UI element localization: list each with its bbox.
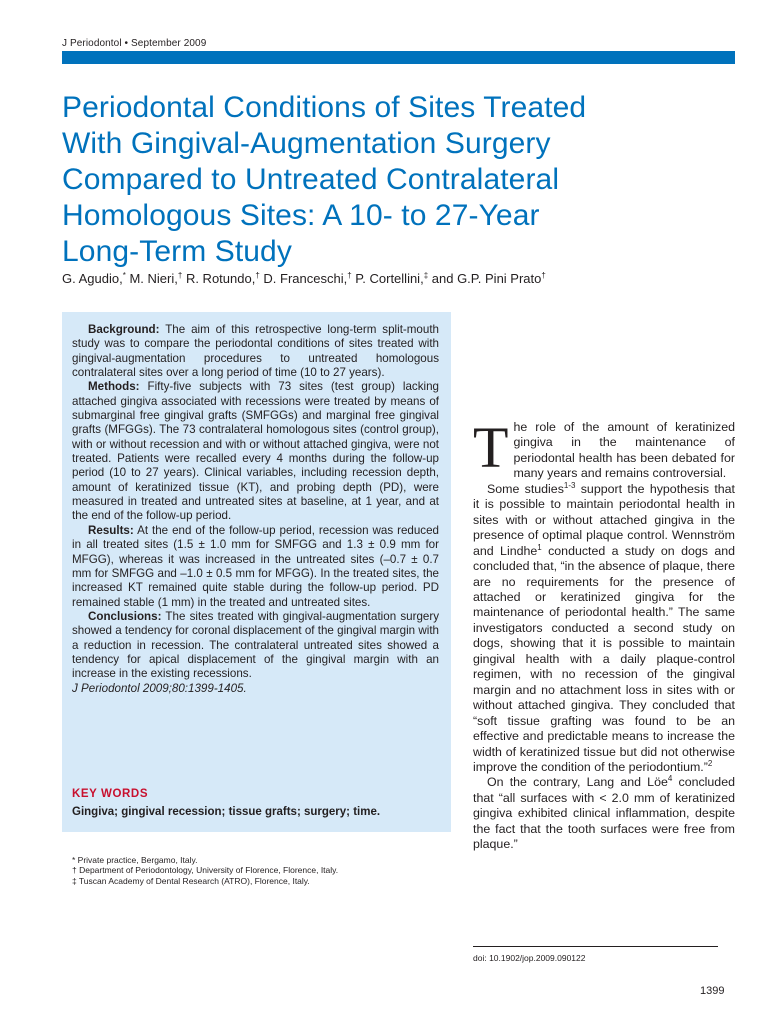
body-column — [473, 415, 735, 853]
abstract-results — [72, 524, 439, 610]
title-line: Periodontal Conditions of Sites Treated — [62, 91, 587, 124]
footnote: † Department of Periodontology, University of Florence, Florence, Italy. — [72, 865, 339, 876]
body-text: support the hypothesis that it is possible to maintain periodontal health in sites with or without attached gingiva in the presence of optimal plaque control. Wennström and Lindhe — [473, 481, 735, 558]
author-name: M. Nieri, — [129, 271, 178, 286]
author-list — [62, 271, 742, 287]
page-number: 1399 — [700, 985, 725, 997]
author-name: D. Franceschi, — [263, 271, 348, 286]
affiliation-mark: ‡ — [423, 271, 429, 280]
abstract-text: Fifty-five subjects with 73 sites (test group) lacking attached gingiva associated with recessions were treated by means of submarginal free gingival grafts (SMFGGs) and marginal free gingival grafts (MFGGs). The 73 contralateral homologous sites (control group), with or without recession and with or without attached gingiva, were not treated. Patients were recalled every 4 months during the follow-up period (10 to 27 years). Clinical variables, including recession depth, amount of keratinized tissue (KT), and probing depth (PD), were measured in treated and untreated sites at baseline, at 1 year, and at the end of the follow-up period. — [72, 380, 439, 523]
body-paragraph — [473, 775, 735, 852]
abstract-label: Conclusions: — [88, 609, 162, 623]
body-text: Some studies — [487, 481, 564, 496]
abstract-text: The sites treated with gingival-augmentation surgery showed a tendency for coronal displacement of the gingival margin with a reduction in recession. The contralateral untreated sites showed a tendency for apical displacement of the gingival margin with an increase in the existing recessions. — [72, 609, 439, 681]
affiliation-mark: * — [122, 271, 126, 280]
abstract-label: Results: — [88, 523, 134, 537]
affiliation-mark: † — [541, 271, 546, 280]
body-text: conducted a study on dogs and concluded that, “in the absence of plaque, there are no requirements for the presence of attached or keratinized gingiva for the maintenance of periodontal health.” The same investigators conducted a second study on dogs, showing that it is possible to maintain gingival health with a daily plaque-control regimen, with no recession of the gingival margin and no attachment loss in sites with or without attached gingiva. They concluded that “soft tissue grafting was found to be an effective and predictable means to increase the width of keratinized tissue but did not otherwise improve the condition of the periodontium.” — [473, 543, 735, 774]
affiliation-footnotes — [72, 855, 442, 886]
title-line: Homologous Sites: A 10- to 27-Year — [62, 199, 540, 232]
body-paragraph — [473, 482, 735, 776]
drop-cap: T — [473, 415, 509, 480]
abstract-methods — [72, 380, 439, 523]
abstract-label: Background: — [88, 323, 160, 336]
reference-mark: 1 — [537, 542, 542, 552]
header-color-bar — [62, 51, 735, 64]
body-text: he role of the amount of keratinized gingiva in the maintenance of periodontal health has been debated for many years and remains controversial. — [513, 420, 735, 481]
title-line: Long-Term Study — [62, 235, 292, 268]
abstract-label: Methods: — [88, 380, 140, 394]
author-name: G. Agudio, — [62, 271, 123, 286]
abstract-text: The aim of this retrospective long-term split-mouth study was to compare the periodontal conditions of sites treated with gingival-augmentation procedures to untreated homologous contralateral sites over a long period of time (10 to 27 years). — [72, 323, 439, 380]
doi: doi: 10.1902/jop.2009.090122 — [473, 953, 586, 963]
title-line: Compared to Untreated Contralateral — [62, 163, 560, 196]
body-paragraph — [473, 415, 735, 482]
author-name: P. Cortellini, — [355, 271, 424, 286]
doi-divider — [473, 946, 718, 947]
affiliation-mark: † — [255, 271, 260, 280]
keywords: Gingiva; gingival recession; tissue grafts; surgery; time. — [72, 806, 381, 818]
footnote: ‡ Tuscan Academy of Dental Research (ATRO), Florence, Italy. — [72, 875, 310, 886]
title-line: With Gingival-Augmentation Surgery — [62, 127, 551, 160]
abstract — [72, 323, 439, 696]
abstract-conclusions — [72, 610, 439, 696]
abstract-text: At the end of the follow-up period, recession was reduced in all treated sites (1.5 ± 1.0 mm for SMFGG and 1.3 ± 0.9 mm for MFGG), whereas it was increased in the untreated sites (–0.7 ± 0.7 mm for SMFGG and –1.0 ± 0.5 mm for MFGG). In the treated sites, the increased KT remained quite stable during the follow-up period. PD remained stable (1 mm) in the treated and untreated sites. — [72, 523, 440, 609]
body-text: concluded that “all surfaces with < 2.0 mm of keratinized gingiva exhibited clinical inflammation, despite the fact that the tooth surfaces were free from plaque.” — [473, 775, 735, 852]
abstract-background — [72, 323, 439, 380]
affiliation-mark: † — [177, 271, 183, 280]
article-title — [62, 90, 742, 270]
body-text: On the contrary, Lang and Löe — [487, 775, 668, 790]
reference-mark: 4 — [667, 774, 673, 784]
reference-mark: 2 — [707, 758, 713, 768]
keywords-heading: KEY WORDS — [72, 788, 149, 800]
author-name: and G.P. Pini Prato — [431, 271, 542, 286]
author-name: R. Rotundo, — [185, 271, 256, 286]
affiliation-mark: † — [347, 271, 352, 280]
footnote: * Private practice, Bergamo, Italy. — [72, 855, 198, 865]
reference-mark: 1-3 — [563, 480, 576, 490]
running-head: J Periodontol • September 2009 — [62, 38, 207, 49]
abstract-citation: J Periodontol 2009;80:1399-1405. — [72, 681, 247, 695]
